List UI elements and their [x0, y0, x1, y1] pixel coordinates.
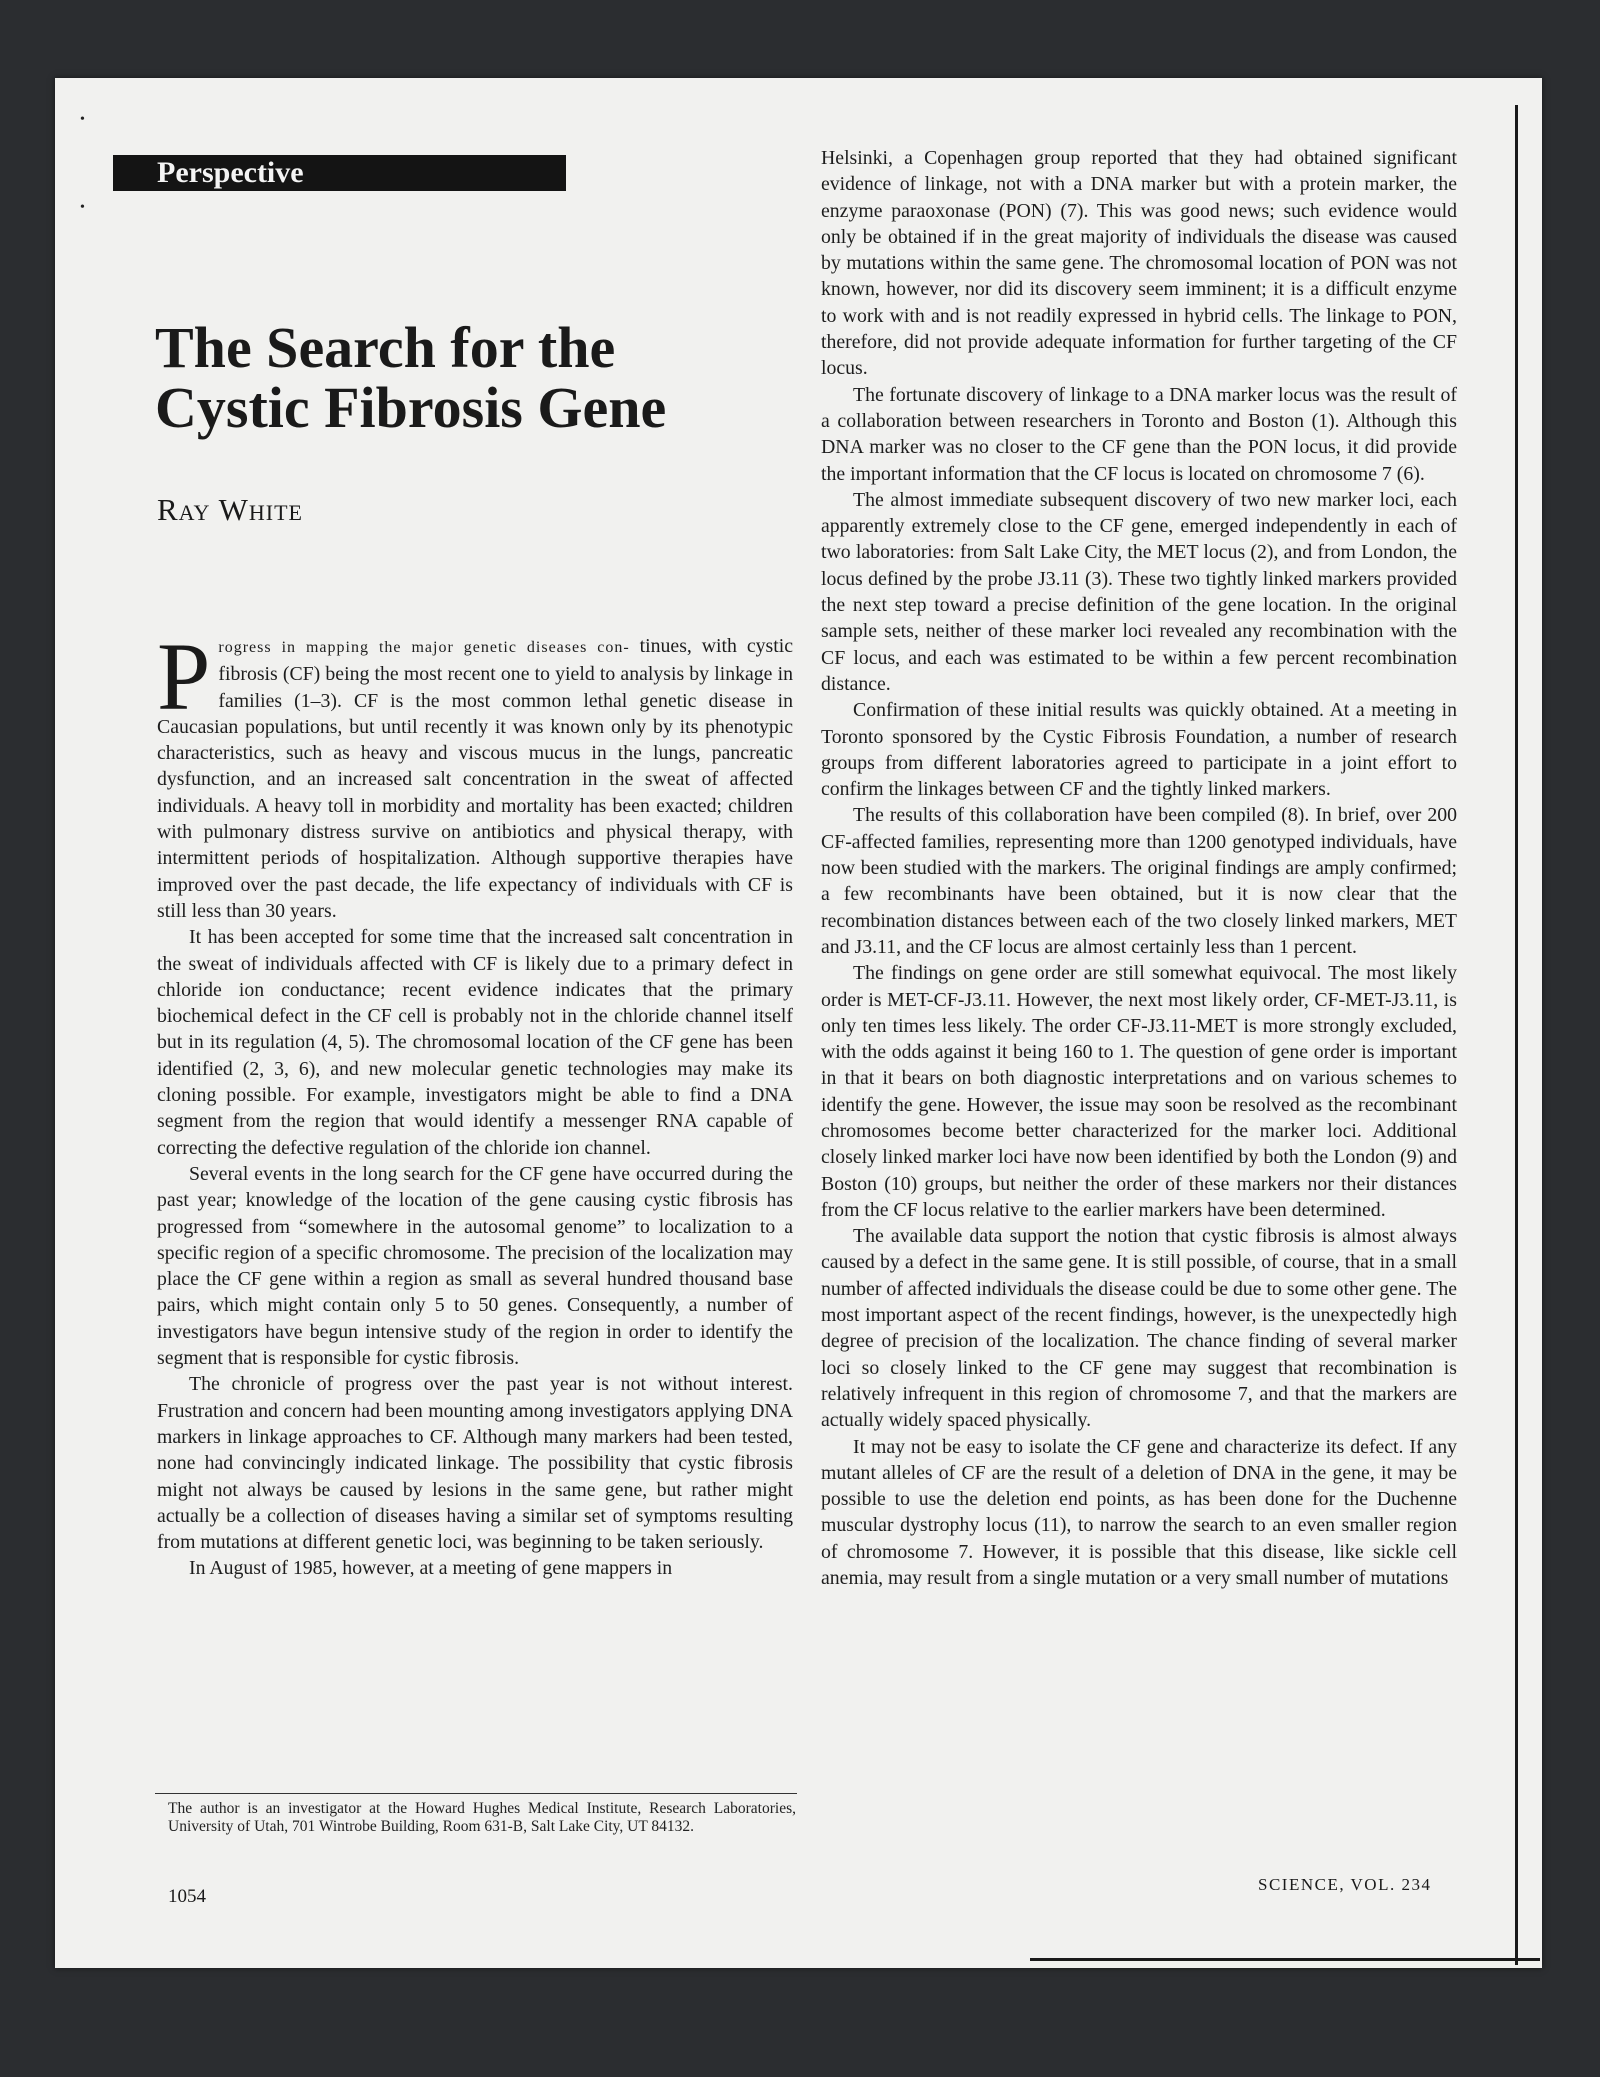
lead-paragraph	[157, 623, 793, 924]
paragraph: The findings on gene order are still somewhat equivocal. The most likely order is MET-CF-J3.11. However, the next most likely order, CF-MET-J3.11, is only ten times less likely. The order CF-J3.11-MET is more strongly excluded, with the odds against it being 160 to 1. The question of gene order is important in that it bears on both diagnostic interpretations and on various schemes to identify the gene. However, the issue may soon be resolved as the recombinant chromosomes become better characterized for the marker loci. Additional closely linked marker loci have now been identified by both the London (9) and Boston (10) groups, but neither the order of these markers nor their distances from the CF locus relative to the earlier markers have been determined.	[821, 962, 1457, 1221]
section-label: Perspective	[157, 156, 304, 189]
margin-mark: •	[80, 200, 85, 215]
paragraph: The available data support the notion that cystic fibrosis is almost always caused by a defect in the same gene. It is still possible, of course, that in a small number of affected individuals the disease could be due to some other gene. The most important aspect of the recent findings, however, is the unexpectedly high degree of precision of the localization. The chance finding of several marker loci so closely linked to the CF gene may suggest that recombination is relatively infrequent in this region of chromosome 7, and that the markers are actually widely spaced physically.	[821, 1225, 1457, 1432]
page-number: 1054	[168, 1886, 206, 1907]
right-column	[821, 145, 1457, 1591]
paragraph: Several events in the long search for the CF gene have occurred during the past year; knowledge of the location of the gene causing cystic fibrosis has progressed from “somewhere in the autosomal genome” to localization to a specific region of a specific chromosome. The precision of the localization may place the CF gene within a region as small as several hundred thousand base pairs, which might contain only 5 to 50 genes. Consequently, a number of investigators have begun intensive study of the region in order to identify the segment that is responsible for cystic fibrosis.	[157, 1162, 793, 1370]
drop-cap: P	[157, 623, 211, 730]
paragraph: Confirmation of these initial results was quickly obtained. At a meeting in Toronto sponsored by the Cystic Fibrosis Foundation, a number of research groups from different laboratories agreed to participate in a joint effort to confirm the linkages between CF and the tightly linked markers.	[821, 699, 1457, 801]
paragraph: In August of 1985, however, at a meeting of gene mappers in	[189, 1557, 673, 1580]
margin-mark: •	[80, 112, 85, 127]
paragraph: The almost immediate subsequent discovery of two new marker loci, each apparently extremely close to the CF gene, emerged independently in each of two laboratories: from Salt Lake City, the MET locus (2), and from London, the locus defined by the probe J3.11 (3). These two tightly linked markers provided the next step toward a precise definition of the gene location. In the original sample sets, neither of these marker loci revealed any recombination with the CF locus, and each was estimated to be within a few percent recombination distance.	[821, 488, 1457, 695]
paragraph: The results of this collaboration have been compiled (8). In brief, over 200 CF-affected families, representing more than 1200 genotyped individuals, have now been studied with the markers. The original findings are amply confirmed; a few recombinants have been obtained, but it is now clear that the recombination distances between each of the two closely linked markers, MET and J3.11, and the CF locus are almost certainly less than 1 percent.	[821, 804, 1457, 958]
section-banner	[113, 155, 566, 191]
author-footnote: The author is an investigator at the Howard Hughes Medical Institute, Research Laboratories, University of Utah, 701 Wintrobe Building, Room 631-B, Salt Lake City, UT 84132.	[168, 1800, 796, 1835]
article-title: The Search for the Cystic Fibrosis Gene	[155, 315, 667, 440]
paragraph: The fortunate discovery of linkage to a DNA marker locus was the result of a collaboration between researchers in Toronto and Boston (1). Although this DNA marker was no closer to the CF gene than the PON locus, it did provide the important information that the CF locus is located on chromosome 7 (6).	[821, 383, 1457, 485]
continued-paragraph: Helsinki, a Copenhagen group reported that they had obtained significant evidence of linkage, not with a DNA marker but with a protein marker, the enzyme paraoxonase (PON) (7). This was good news; such evidence would only be obtained if in the great majority of individuals the disease was caused by mutations within the same gene. The chromosomal location of PON was not known, however, nor did its discovery seem imminent; it is a difficult enzyme to work with and is not readily expressed in hybrid cells. The linkage to PON, therefore, did not provide adequate information for further targeting of the CF locus.	[821, 147, 1457, 380]
lead-small-caps: rogress in mapping the major genetic diseases con-	[218, 639, 630, 656]
right-margin-rule	[1515, 105, 1518, 1965]
lead-text: tinues, with cystic fibrosis (CF) being the most recent one to yield to analysis by linkage in families (1–3). CF is the most common lethal genetic disease in Caucasian populations, but until recently it was known only by its phenotypic characteristics, such as heavy and viscous mucus in the lungs, pancreatic dysfunction, and an increased salt concentration in the sweat of affected individuals. A heavy toll in morbidity and mortality has been exacted; children with pulmonary distress survive on antibiotics and physical therapy, with intermittent periods of hospitalization. Although supportive therapies have improved over the past decade, the life expectancy of individuals with CF is still less than 30 years.	[157, 635, 793, 922]
paragraph: It has been accepted for some time that the increased salt concentration in the sweat of individuals affected with CF is likely due to a primary defect in chloride ion conductance; recent evidence indicates that the primary biochemical defect in the CF cell is probably not in the chloride channel itself but in its regulation (4, 5). The chromosomal location of the CF gene has been identified (2, 3, 6), and new molecular genetic technologies may make its cloning possible. For example, investigators might be able to find a DNA segment from the region that would identify a messenger RNA capable of correcting the defective regulation of the chloride ion channel.	[157, 926, 793, 1159]
footnote-divider	[155, 1793, 797, 1794]
bottom-rule	[1030, 1958, 1540, 1961]
paragraph: The chronicle of progress over the past year is not without interest. Frustration and concern had been mounting among investigators applying DNA markers in linkage approaches to CF. Although many markers had been tested, none had convincingly indicated linkage. The possibility that cystic fibrosis might not always be caused by lesions in the same gene, but rather might actually be a collection of diseases having a similar set of symptoms resulting from mutations at different genetic loci, was beginning to be taken seriously.	[157, 1373, 793, 1554]
paragraph: It may not be easy to isolate the CF gene and characterize its defect. If any mutant alleles of CF are the result of a deletion of DNA in the gene, it may be possible to use the deletion end points, as has been done for the Duchenne muscular dystrophy locus (11), to narrow the search to an even smaller region of chromosome 7. However, it is possible that this disease, like sickle cell anemia, may result from a single mutation or a very small number of mutations	[821, 1435, 1457, 1590]
journal-reference: SCIENCE, VOL. 234	[1258, 1875, 1432, 1894]
author-name: Ray White	[157, 492, 303, 527]
left-column	[157, 623, 793, 1582]
